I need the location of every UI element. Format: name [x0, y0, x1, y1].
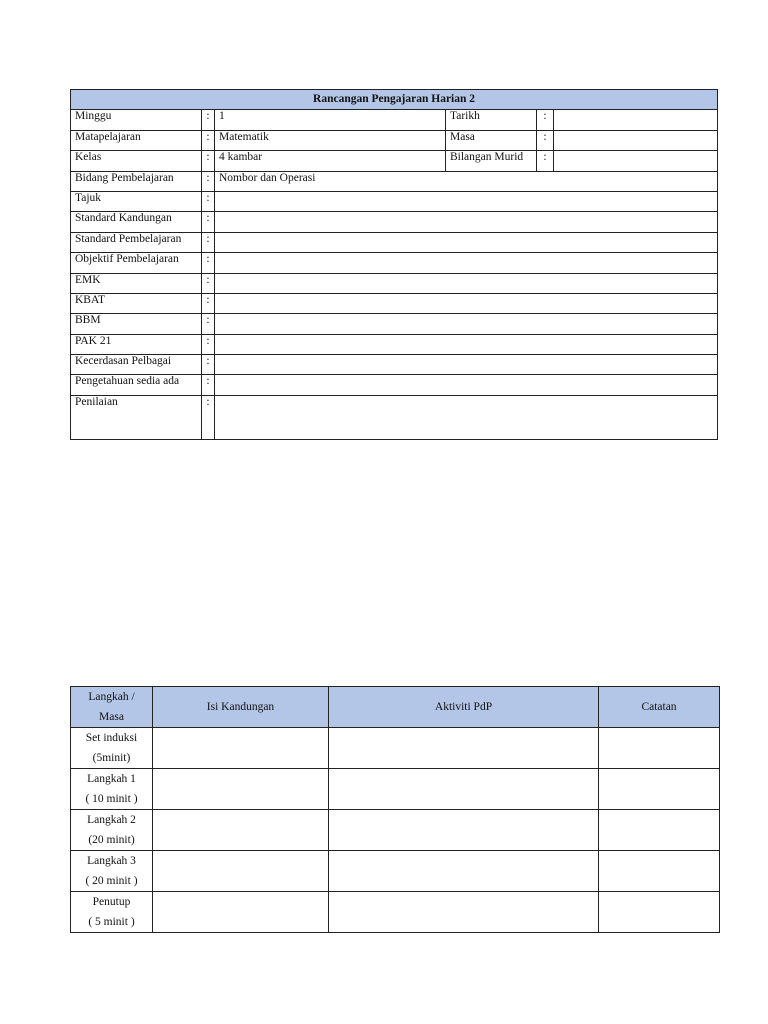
- row-value[interactable]: [554, 151, 718, 171]
- colon: :: [202, 110, 215, 130]
- row-value[interactable]: 4 kambar: [215, 151, 446, 171]
- colon: :: [202, 151, 215, 171]
- table-row: [71, 314, 718, 334]
- colon: :: [202, 232, 215, 252]
- step-name: Langkah 1: [87, 773, 136, 785]
- header-notes: Catatan: [599, 687, 720, 728]
- colon: :: [202, 191, 215, 211]
- row-label: Kelas: [71, 151, 202, 171]
- table-row: [71, 273, 718, 293]
- colon: :: [537, 110, 554, 130]
- table-row: [71, 191, 718, 211]
- lesson-info-table: [70, 89, 718, 440]
- row-value[interactable]: [215, 191, 718, 211]
- notes-cell[interactable]: [599, 810, 720, 851]
- colon: :: [202, 171, 215, 191]
- step-cell: [71, 892, 153, 933]
- step-duration: ( 5 minit ): [88, 916, 135, 928]
- notes-cell[interactable]: [599, 851, 720, 892]
- activity-cell[interactable]: [329, 728, 599, 769]
- colon: :: [202, 355, 215, 375]
- row-label: Tajuk: [71, 191, 202, 211]
- row-label: Minggu: [71, 110, 202, 130]
- content-cell[interactable]: [153, 851, 329, 892]
- table-row: [71, 151, 718, 171]
- table-row: [71, 375, 718, 395]
- row-value[interactable]: [215, 355, 718, 375]
- table-row: [71, 892, 720, 933]
- row-label: Bidang Pembelajaran: [71, 171, 202, 191]
- lesson-plan-table: [70, 686, 720, 933]
- row-value[interactable]: [215, 334, 718, 354]
- row-value[interactable]: [215, 314, 718, 334]
- row-value[interactable]: Matematik: [215, 130, 446, 150]
- step-name: Langkah 3: [87, 855, 136, 867]
- colon: :: [202, 334, 215, 354]
- colon: :: [537, 151, 554, 171]
- row-value[interactable]: [215, 293, 718, 313]
- row-label: Standard Pembelajaran: [71, 232, 202, 252]
- table-row: [71, 171, 718, 191]
- table-row: [71, 355, 718, 375]
- header-content: Isi Kandungan: [153, 687, 329, 728]
- row-label: BBM: [71, 314, 202, 334]
- step-duration: (20 minit): [88, 834, 135, 846]
- row-label: KBAT: [71, 293, 202, 313]
- activity-cell[interactable]: [329, 810, 599, 851]
- row-value[interactable]: [554, 110, 718, 130]
- colon: :: [202, 395, 215, 439]
- row-value[interactable]: [215, 375, 718, 395]
- row-label: PAK 21: [71, 334, 202, 354]
- notes-cell[interactable]: [599, 769, 720, 810]
- row-label: Bilangan Murid: [446, 151, 537, 171]
- row-value[interactable]: [215, 212, 718, 232]
- step-duration: ( 20 minit ): [85, 875, 138, 887]
- colon: :: [202, 212, 215, 232]
- notes-cell[interactable]: [599, 892, 720, 933]
- step-name: Langkah 2: [87, 814, 136, 826]
- row-label: Tarikh: [446, 110, 537, 130]
- table-row: [71, 810, 720, 851]
- colon: :: [202, 314, 215, 334]
- row-value[interactable]: [215, 232, 718, 252]
- table-row: [71, 334, 718, 354]
- header-activity: Aktiviti PdP: [329, 687, 599, 728]
- row-label: EMK: [71, 273, 202, 293]
- row-label: Standard Kandungan: [71, 212, 202, 232]
- table-row: [71, 395, 718, 439]
- step-cell: [71, 851, 153, 892]
- table-row: [71, 293, 718, 313]
- table-row: [71, 253, 718, 273]
- notes-cell[interactable]: [599, 728, 720, 769]
- row-label: Masa: [446, 130, 537, 150]
- activity-cell[interactable]: [329, 851, 599, 892]
- step-name: Set induksi: [85, 732, 138, 744]
- step-duration: ( 10 minit ): [85, 793, 138, 805]
- colon: :: [202, 293, 215, 313]
- row-label: Pengetahuan sedia ada: [71, 375, 202, 395]
- colon: :: [202, 273, 215, 293]
- row-label: Objektif Pembelajaran: [71, 253, 202, 273]
- table-row: [71, 232, 718, 252]
- row-value[interactable]: [215, 253, 718, 273]
- table-row: [71, 212, 718, 232]
- content-cell[interactable]: [153, 892, 329, 933]
- row-value[interactable]: [215, 273, 718, 293]
- colon: :: [202, 375, 215, 395]
- table-row: [71, 110, 718, 130]
- table-row: [71, 130, 718, 150]
- content-cell[interactable]: [153, 728, 329, 769]
- colon: :: [537, 130, 554, 150]
- colon: :: [202, 130, 215, 150]
- table-row: [71, 851, 720, 892]
- row-value[interactable]: Nombor dan Operasi: [215, 171, 718, 191]
- row-label: Penilaian: [71, 395, 202, 439]
- table-row: [71, 769, 720, 810]
- step-cell: [71, 728, 153, 769]
- header-step-time: [71, 687, 153, 728]
- colon: :: [202, 253, 215, 273]
- table-title: Rancangan Pengajaran Harian 2: [71, 90, 718, 110]
- header-row: [71, 687, 720, 728]
- step-cell: [71, 769, 153, 810]
- row-label: Matapelajaran: [71, 130, 202, 150]
- activity-cell[interactable]: [329, 769, 599, 810]
- content-cell[interactable]: [153, 810, 329, 851]
- step-duration: (5minit): [92, 752, 131, 764]
- header-step-line2: Masa: [99, 711, 124, 723]
- step-cell: [71, 810, 153, 851]
- row-label: Kecerdasan Pelbagai: [71, 355, 202, 375]
- step-name: Penutup: [92, 896, 131, 908]
- row-value[interactable]: 1: [215, 110, 446, 130]
- table-row: [71, 728, 720, 769]
- row-value[interactable]: [215, 395, 718, 439]
- content-cell[interactable]: [153, 769, 329, 810]
- activity-cell[interactable]: [329, 892, 599, 933]
- header-step-line1: Langkah /: [88, 691, 135, 703]
- row-value[interactable]: [554, 130, 718, 150]
